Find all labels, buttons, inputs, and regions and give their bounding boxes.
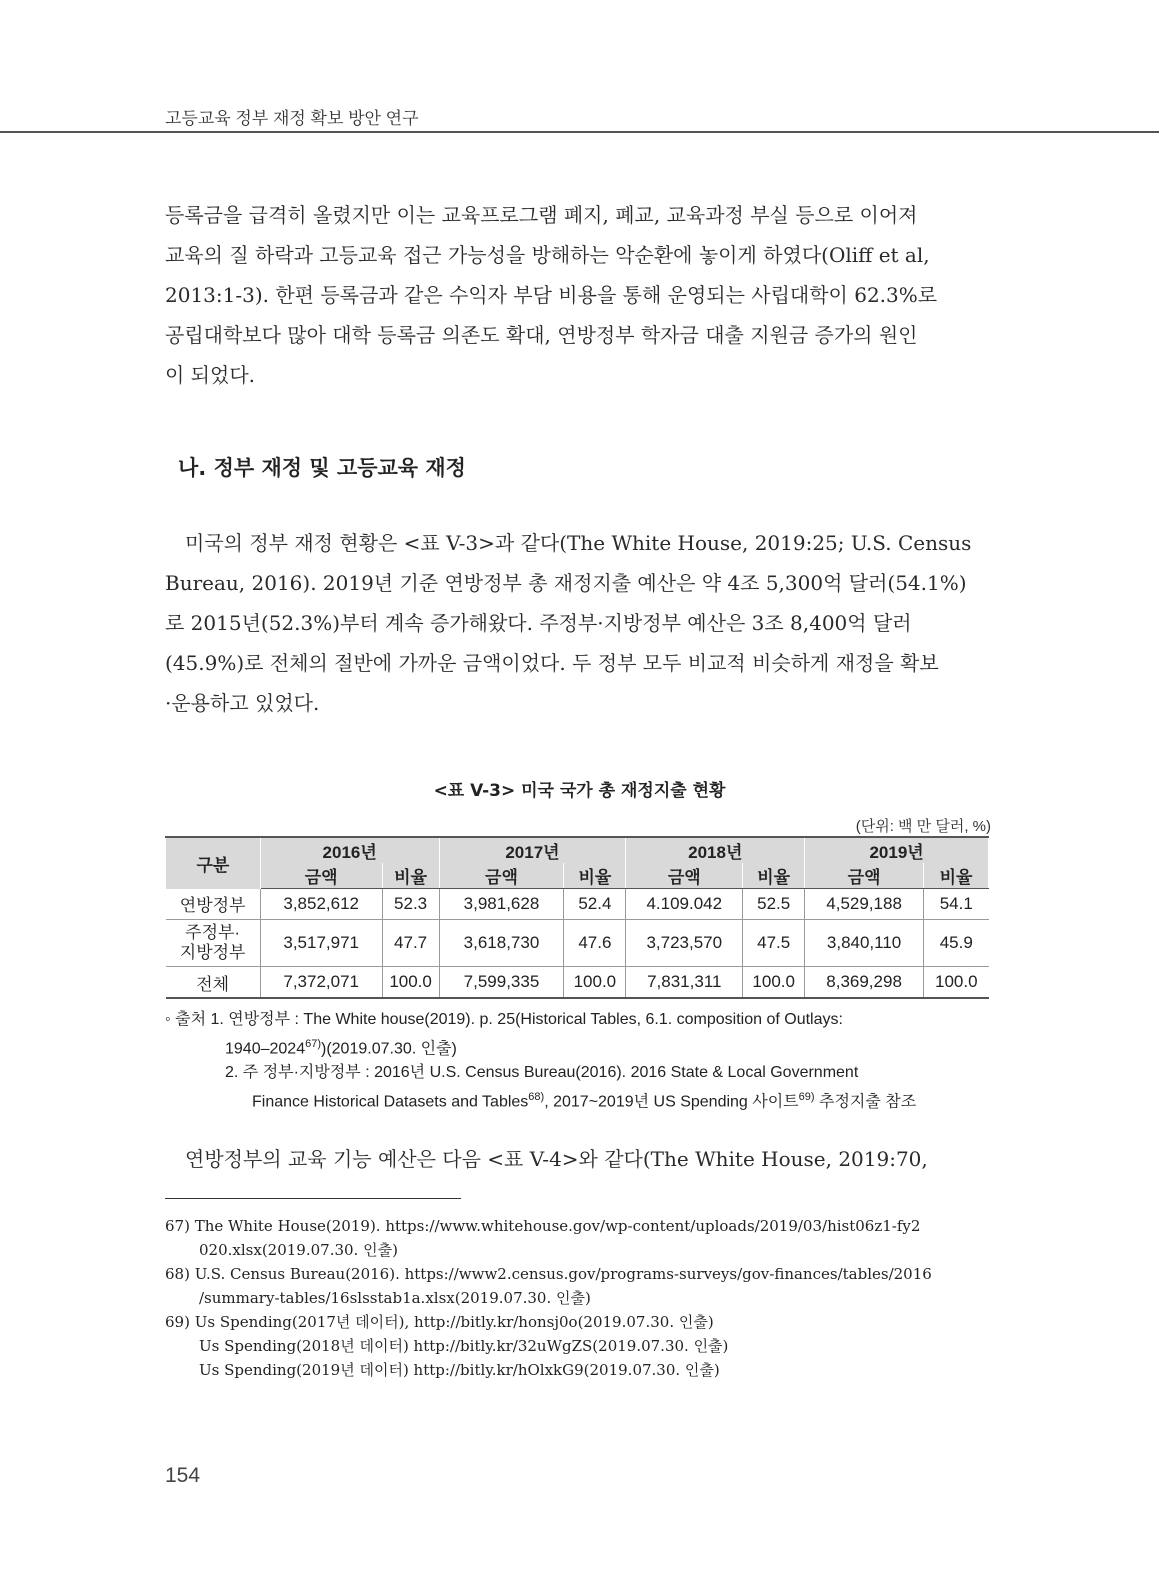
cell-ratio: 100.0 — [924, 967, 989, 999]
footnote-divider — [165, 1198, 461, 1199]
cell-amount: 7,599,335 — [439, 967, 564, 999]
footnote-68: 68) U.S. Census Bureau(2016). https://www2.census.gov/programs-surveys/gov-finances/tables/2016 — [165, 1265, 932, 1283]
footnotes — [165, 1214, 991, 1382]
header-year: 2016년 — [260, 837, 439, 863]
header-ratio: 비율 — [743, 863, 805, 889]
table-row — [166, 889, 989, 920]
note-line: ◦ 출처 1. 연방정부 : The White house(2019). p. 25(Historical Tables, 6.1. composition of Outlays: — [165, 1011, 843, 1028]
note-text: 1940–2024 — [225, 1040, 306, 1058]
footnote-69-continued: Us Spending(2018년 데이터) http://bitly.kr/32uWgZS(2019.07.30. 인출) — [199, 1337, 729, 1355]
row-label — [166, 920, 261, 967]
cell-amount: 3,723,570 — [626, 920, 743, 967]
cell-amount: 3,852,612 — [260, 889, 382, 920]
table-row — [166, 920, 989, 967]
paragraph-line: 등록금을 급격히 올렸지만 이는 교육프로그램 폐지, 폐교, 교육과정 부실 등으로 이어져 — [165, 203, 918, 227]
footnote-ref: 67) — [305, 1038, 321, 1050]
section-heading: 나. 정부 재정 및 고등교육 재정 — [178, 456, 466, 480]
cell-ratio: 47.6 — [564, 920, 626, 967]
footnote-68-continued: /summary-tables/16slsstab1a.xlsx(2019.07.30. 인출) — [199, 1289, 591, 1307]
cell-amount: 3,517,971 — [260, 920, 382, 967]
paragraph-line: 연방정부의 교육 기능 예산은 다음 <표 V-4>와 같다(The White House, 2019:70, — [185, 1147, 928, 1171]
cell-ratio: 100.0 — [382, 967, 439, 999]
paragraph-line: 2013:1-3). 한편 등록금과 같은 수익자 부담 비용을 통해 운영되는 사립대학이 62.3%로 — [165, 283, 938, 307]
header-year: 2019년 — [805, 837, 989, 863]
header-amount: 금액 — [260, 863, 382, 889]
footnote-67-continued: 020.xlsx(2019.07.30. 인출) — [199, 1241, 398, 1259]
cell-ratio: 100.0 — [743, 967, 805, 999]
cell-amount: 3,981,628 — [439, 889, 564, 920]
paragraph-line: 교육의 질 하락과 고등교육 접근 가능성을 방해하는 악순환에 놓이게 하였다(Oliff et al, — [165, 243, 930, 267]
paragraph-line: 로 2015년(52.3%)부터 계속 증가해왔다. 주정부·지방정부 예산은 3조 8,400억 달러 — [165, 611, 912, 635]
cell-ratio: 54.1 — [924, 889, 989, 920]
cell-ratio: 47.7 — [382, 920, 439, 967]
paragraph-line: 공립대학보다 많아 대학 등록금 의존도 확대, 연방정부 학자금 대출 지원금 증가의 원인 — [165, 323, 918, 347]
header-amount: 금액 — [439, 863, 564, 889]
row-label: 연방정부 — [166, 889, 261, 920]
note-text: 추정지출 참조 — [814, 1093, 917, 1111]
header-divider — [0, 131, 1159, 133]
row-label: 전체 — [166, 967, 261, 999]
spending-table — [165, 836, 989, 999]
header-amount: 금액 — [805, 863, 924, 889]
footnote-67: 67) The White House(2019). https://www.whitehouse.gov/wp-content/uploads/2019/03/hist06z1-fy2 — [165, 1217, 921, 1235]
cell-ratio: 100.0 — [564, 967, 626, 999]
table-row — [166, 967, 989, 999]
note-text: Finance Historical Datasets and Tables — [252, 1093, 529, 1111]
cell-amount: 4,529,188 — [805, 889, 924, 920]
cell-ratio: 52.4 — [564, 889, 626, 920]
row-label-line: 지방정부 — [179, 943, 246, 962]
note-line — [165, 1032, 991, 1061]
table-notes — [165, 1008, 991, 1115]
table-unit: (단위: 백 만 달러, %) — [855, 818, 991, 835]
cell-ratio: 47.5 — [743, 920, 805, 967]
body-paragraph-3 — [165, 1139, 991, 1179]
body-paragraph-1 — [165, 195, 991, 395]
cell-amount: 4.109.042 — [626, 889, 743, 920]
cell-ratio: 45.9 — [924, 920, 989, 967]
cell-ratio: 52.3 — [382, 889, 439, 920]
cell-amount: 8,369,298 — [805, 967, 924, 999]
row-label-line: 주정부· — [185, 923, 241, 942]
note-text: )(2019.07.30. 인출) — [321, 1040, 457, 1058]
footnote-ref: 68) — [528, 1091, 545, 1104]
header-ratio: 비율 — [564, 863, 626, 889]
note-line — [165, 1085, 991, 1114]
paragraph-line: Bureau, 2016). 2019년 기준 연방정부 총 재정지출 예산은 약 4조 5,300억 달러(54.1%) — [165, 571, 967, 595]
footnote-69: 69) Us Spending(2017년 데이터), http://bitly.kr/honsj0o(2019.07.30. 인출) — [165, 1313, 714, 1331]
page-number: 154 — [165, 1464, 201, 1487]
cell-amount: 3,840,110 — [805, 920, 924, 967]
body-paragraph-2 — [165, 523, 991, 723]
cell-amount: 3,618,730 — [439, 920, 564, 967]
header-year: 2017년 — [439, 837, 626, 863]
paragraph-line: (45.9%)로 전체의 절반에 가까운 금액이었다. 두 정부 모두 비교적 비슷하게 재정을 확보 — [165, 651, 939, 675]
footnote-69-continued: Us Spending(2019년 데이터) http://bitly.kr/hOlxkG9(2019.07.30. 인출) — [199, 1361, 720, 1379]
cell-amount: 7,372,071 — [260, 967, 382, 999]
header-year: 2018년 — [626, 837, 805, 863]
footnote-ref: 69) — [798, 1091, 815, 1104]
header-category: 구분 — [166, 837, 261, 889]
paragraph-line: 이 되었다. — [165, 363, 255, 387]
header-ratio: 비율 — [924, 863, 989, 889]
paragraph-line: 미국의 정부 재정 현황은 <표 V-3>과 같다(The White House, 2019:25; U.S. Census — [185, 531, 972, 555]
table-caption: <표 V-3> 미국 국가 총 재정지출 현황 — [433, 781, 726, 801]
paragraph-line: ·운용하고 있었다. — [165, 691, 320, 715]
cell-amount: 7,831,311 — [626, 967, 743, 999]
header-ratio: 비율 — [382, 863, 439, 889]
header-amount: 금액 — [626, 863, 743, 889]
note-text: , 2017~2019년 US Spending 사이트 — [544, 1093, 799, 1111]
note-line: 2. 주 정부·지방정부 : 2016년 U.S. Census Bureau(2016). 2016 State & Local Government — [225, 1064, 859, 1082]
running-header: 고등교육 정부 재정 확보 방안 연구 — [165, 109, 419, 128]
cell-ratio: 52.5 — [743, 889, 805, 920]
